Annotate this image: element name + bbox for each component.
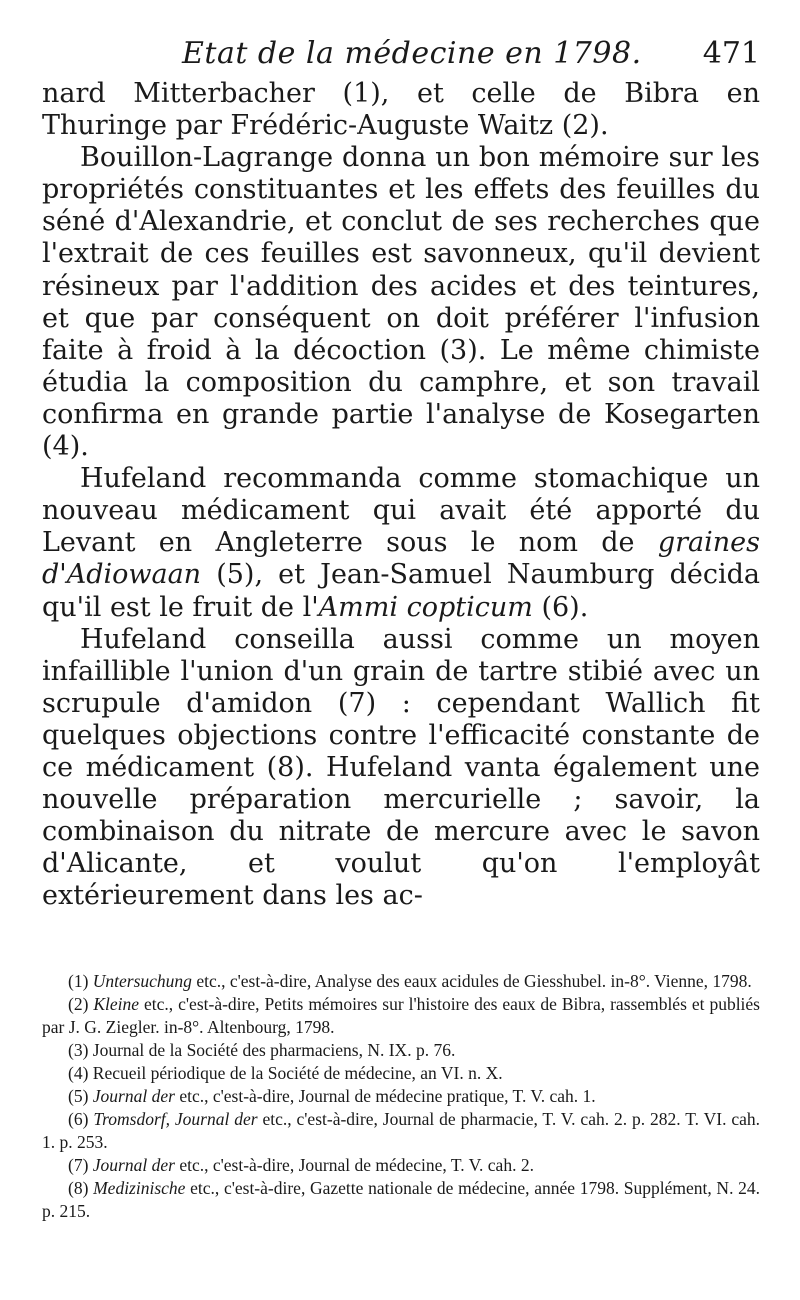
running-title: Etat de la médecine en 1798. <box>182 36 642 71</box>
footnote-number: (1) <box>68 971 89 992</box>
footnote-title: Journal der <box>92 1086 175 1107</box>
footnote-text: etc., c'est-à-dire, Journal de médecine, T. V. cah. 2. <box>174 1155 534 1176</box>
footnote-text: Journal de la Société des pharmaciens, N. IX. p. 76. <box>92 1040 456 1061</box>
paragraph-3-italic-b: Ammi copticum <box>318 591 533 623</box>
footnote <box>42 1085 760 1108</box>
paragraph-3-text-b: (5), et Jean-Samuel Naumburg décida qu'il est le fruit de l' <box>42 559 760 623</box>
paragraph-2: Bouillon-Lagrange donna un bon mémoire sur les propriétés constituantes et les effets des feuilles du séné d'Alexandrie, et conclut de ses recherches que l'extrait de ces feuilles est savonneux, qu'il devient résineux par l'addition des acides et des teintures, et que par conséquent on doit préférer l'infusion faite à froid à la décoction (3). Le même chimiste étudia la composition du camphre, et son travail confirma en grande partie l'analyse de Kosegarten (4). <box>42 142 760 463</box>
footnote-number: (6) <box>68 1109 89 1130</box>
footnote-text: etc., c'est-à-dire, Journal de médecine pratique, T. V. cah. 1. <box>174 1086 596 1107</box>
footnote-number: (2) <box>68 994 89 1015</box>
footnote <box>42 1062 760 1085</box>
footnote-number: (7) <box>68 1155 89 1176</box>
footnote <box>42 1177 760 1223</box>
footnote <box>42 1154 760 1177</box>
footnote-title: Tromsdorf, Journal der <box>93 1109 258 1130</box>
paragraph-3 <box>42 463 760 623</box>
footnote-number: (3) <box>68 1040 89 1061</box>
footnote-text: etc., c'est-à-dire, Journal de pharmacie, T. V. cah. 2. p. 282. T. VI. cah. 1. p. 253. <box>42 1109 760 1153</box>
footnote <box>42 970 760 993</box>
paragraph-1: nard Mitterbacher (1), et celle de Bibra en Thuringe par Frédéric-Auguste Waitz (2). <box>42 78 760 142</box>
paragraph-3-text-c: (6). <box>532 591 589 623</box>
footnote-text: etc., c'est-à-dire, Analyse des eaux acidules de Giesshubel. in-8°. Vienne, 1798. <box>191 971 752 992</box>
footnote-title: Medizinische <box>93 1178 186 1199</box>
footnote-number: (8) <box>68 1178 89 1199</box>
footnote-title: Journal der <box>92 1155 175 1176</box>
paragraph-4: Hufeland conseilla aussi comme un moyen infaillible l'union d'un grain de tartre stibié avec un scrupule d'amidon (7) : cependant Wallich fit quelques objections contre l'efficacité constante de ce médicament (8). Hufeland vanta également une nouvelle préparation mercurielle ; savoir, la combinaison du nitrate de mercure avec le savon d'Alicante, et voulut qu'on l'employât extérieurement dans les ac- <box>42 623 760 912</box>
footnote <box>42 1039 760 1062</box>
footnote-text: Recueil périodique de la Société de médecine, an VI. n. X. <box>92 1063 503 1084</box>
footnote-title: Untersuchung <box>92 971 192 992</box>
paragraph-3-text-a: Hufeland recommanda comme stomachique un nouveau médicament qui avait été apporté du Levant en Angleterre sous le nom de <box>42 463 760 559</box>
footnote-text: etc., c'est-à-dire, Gazette nationale de médecine, année 1798. Supplément, N. 24. p. 215. <box>42 1178 761 1222</box>
paragraph-3-italic-a: graines d'Adiowaan <box>42 527 760 591</box>
footnote-text: etc., c'est-à-dire, Petits mémoires sur l'histoire des eaux de Bibra, rassemblés et publiés par J. G. Ziegler. in-8°. Altenbourg, 1798. <box>42 994 760 1038</box>
footnote <box>42 1108 760 1154</box>
footnotes <box>42 970 760 1223</box>
footnote-number: (4) <box>68 1063 89 1084</box>
page-number: 471 <box>702 36 760 71</box>
body-text <box>42 78 760 912</box>
page-header <box>42 32 760 78</box>
footnote-title: Kleine <box>93 994 140 1015</box>
footnote <box>42 993 760 1039</box>
footnote-number: (5) <box>68 1086 89 1107</box>
